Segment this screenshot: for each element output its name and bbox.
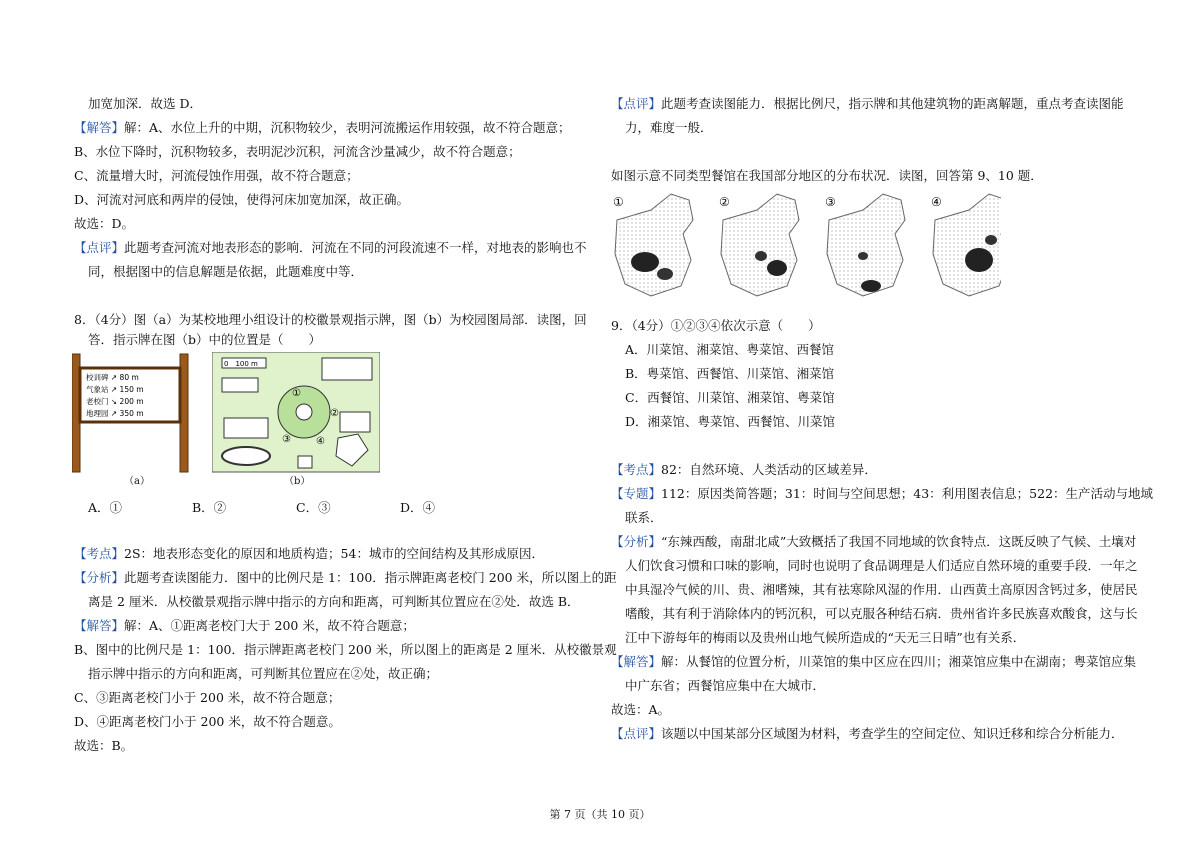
- sign-line: 校训碑 ↗ 80 m: [86, 373, 139, 382]
- text-line: 中广东省；西餐馆应集中在大城市．: [625, 678, 826, 693]
- text-line: D、④距离老校门小于 200 米，故不符合题意。: [74, 714, 341, 729]
- topic-text: 112：原因类简答题；31：时间与空间思想；43：利用图表信息；522：生产活动与地域: [661, 486, 1154, 501]
- figure-a-sign: [72, 352, 192, 476]
- scale-label: 0 100 m: [224, 360, 258, 368]
- marker-1: ①: [292, 388, 301, 399]
- kaodian-tag: 【考点】: [74, 546, 125, 561]
- sign-line: 地理园 ↗ 350 m: [86, 409, 144, 418]
- text-line: 江中下游每年的梅雨以及贵州山地气候所造成的“天无三日晴”也有关系．: [625, 630, 1026, 645]
- map-3: [825, 194, 905, 296]
- text-line: C、③距离老校门小于 200 米，故不符合题意；: [74, 690, 341, 705]
- analysis-text: “东辣西酸，南甜北咸”大致概括了我国不同地域的饮食特点．这既反映了气候、土壤对: [661, 534, 1137, 549]
- answer-text: 解：A、①距离老校门大于 200 米，故不符合题意；: [124, 618, 415, 633]
- text-line: 指示牌中指示的方向和距离，可判断其位置应在②处，故正确；: [88, 666, 439, 681]
- option-a[interactable]: A．①: [88, 500, 123, 515]
- option-a[interactable]: A．川菜馆、湘菜馆、粤菜馆、西餐馆: [625, 342, 835, 357]
- text-line: [611, 462, 877, 478]
- map-4: [931, 194, 1001, 296]
- option-b[interactable]: B．②: [192, 500, 227, 515]
- map-label: ③: [825, 195, 836, 209]
- map-1: [613, 194, 693, 296]
- text-line: [611, 534, 1136, 550]
- option-d[interactable]: D．④: [400, 500, 436, 515]
- text-line: B、图中的比例尺是 1：100．指示牌距离老校门 200 米，所以图上的距离是 2 厘米．从校徽景观: [74, 642, 617, 657]
- text-line: 人们饮食习惯和口味的影响，同时也说明了食品调理是人们适应自然环境的重要手段．一年之: [625, 558, 1138, 573]
- answer-text: 解：从餐馆的位置分析，川菜馆的集中区应在四川；湘菜馆应集中在湖南；粤菜馆应集: [661, 654, 1137, 669]
- analysis-text: 此题考查读图能力．图中的比例尺是 1：100．指示牌距离老校门 200 米，所以图上的距: [124, 570, 617, 585]
- marker-2: ②: [330, 408, 339, 419]
- text-line: [611, 726, 1124, 742]
- option-b[interactable]: B．粤菜馆、西餐馆、川菜馆、湘菜馆: [625, 366, 835, 381]
- map-label: ②: [719, 195, 730, 209]
- text-line: [611, 96, 1124, 112]
- page-footer: 第 7 页（共 10 页）: [549, 808, 651, 821]
- intro-text: 如图示意不同类型餐馆在我国部分地区的分布状况．读图，回答第 9、10 题．: [611, 168, 1043, 183]
- comment-tag: 【点评】: [74, 240, 125, 255]
- answer-text: 解：A、水位上升的中期，沉积物较少，表明河流搬运作用较强，故不符合题意；: [124, 120, 571, 135]
- text-line: 离是 2 厘米．从校徽景观指示牌中指示的方向和距离，可判断其位置应在②处．故选 B．: [88, 594, 580, 609]
- text-line: [74, 570, 617, 586]
- sign-line: 老校门 ↘ 200 m: [86, 397, 144, 406]
- china-maps-figure: [611, 190, 1001, 300]
- text-line: [74, 618, 415, 634]
- map-label: ①: [613, 195, 624, 209]
- text-line: 故选：A。: [611, 702, 671, 717]
- answer-tag: 【解答】: [74, 618, 125, 633]
- comment-text: 该题以中国某部分区域图为材料，考查学生的空间定位、知识迁移和综合分析能力．: [661, 726, 1124, 741]
- figure-b-campus-map: [212, 352, 380, 474]
- question-8: 8．（4分）图（a）为某校地理小组设计的校徽景观指示牌，图（b）为校园图局部．读图，回: [74, 312, 587, 327]
- option-c[interactable]: C．西餐馆、川菜馆、湘菜馆、粤菜馆: [625, 390, 835, 405]
- text-line: 嗜酸，其有利于消除体内的钙沉积，可以克服各种结石病．贵州省许多民族喜欢酸食，这与长: [625, 606, 1138, 621]
- map-2: [719, 194, 799, 296]
- comment-tag: 【点评】: [611, 726, 662, 741]
- text-line: [611, 486, 1153, 502]
- comment-text: 此题考查读图能力．根据比例尺，指示牌和其他建筑物的距离解题，重点考查读图能: [661, 96, 1124, 111]
- comment-tag: 【点评】: [611, 96, 662, 111]
- text-line: D、河流对河底和两岸的侵蚀，使得河床加宽加深，故正确。: [74, 192, 410, 207]
- text-line: 联系．: [625, 510, 663, 525]
- text-line: 故选：B。: [74, 738, 134, 753]
- text-line: [611, 654, 1136, 670]
- text-line: B、水位下降时，沉积物较多，表明泥沙沉积，河流含沙量减少，故不符合题意；: [74, 144, 521, 159]
- text-line: [74, 240, 587, 256]
- comment-text: 此题考查河流对地表形态的影响．河流在不同的河段流速不一样，对地表的影响也不: [124, 240, 587, 255]
- text-line: [74, 120, 571, 136]
- sign-line: 气象站 ↗ 150 m: [86, 385, 144, 394]
- question-8-cont: 答．指示牌在图（b）中的位置是（ ）: [88, 332, 322, 347]
- option-c[interactable]: C．③: [296, 500, 331, 515]
- text-line: C、流量增大时，河流侵蚀作用强，故不符合题意；: [74, 168, 359, 183]
- caption-a: （a）: [124, 476, 150, 487]
- marker-3: ③: [282, 434, 291, 445]
- marker-4: ④: [316, 436, 325, 447]
- question-9: 9．（4分）①②③④依次示意（ ）: [611, 318, 821, 333]
- kaodian-text: 82：自然环境、人类活动的区域差异．: [661, 462, 877, 477]
- text-line: 加宽加深．故选 D．: [88, 96, 202, 111]
- text-line: 力，难度一般．: [625, 120, 713, 135]
- text-line: 故选：D。: [74, 216, 135, 231]
- kaodian-text: 2S：地表形态变化的原因和地质构造；54：城市的空间结构及其形成原因．: [124, 546, 544, 561]
- caption-b: （b）: [284, 476, 311, 487]
- option-d[interactable]: D．湘菜馆、粤菜馆、西餐馆、川菜馆: [625, 414, 836, 429]
- kaodian-tag: 【考点】: [611, 462, 662, 477]
- analysis-tag: 【分析】: [74, 570, 125, 585]
- answer-tag: 【解答】: [74, 120, 125, 135]
- text-line: 同，根据图中的信息解题是依据，此题难度中等．: [88, 264, 364, 279]
- text-line: 中具湿冷气候的川、贵、湘嗜辣，其有祛寒除风湿的作用．山西黄土高原因含钙过多，使居民: [625, 582, 1138, 597]
- map-label: ④: [931, 195, 942, 209]
- answer-tag: 【解答】: [611, 654, 662, 669]
- analysis-tag: 【分析】: [611, 534, 662, 549]
- text-line: [74, 546, 544, 562]
- topic-tag: 【专题】: [611, 486, 662, 501]
